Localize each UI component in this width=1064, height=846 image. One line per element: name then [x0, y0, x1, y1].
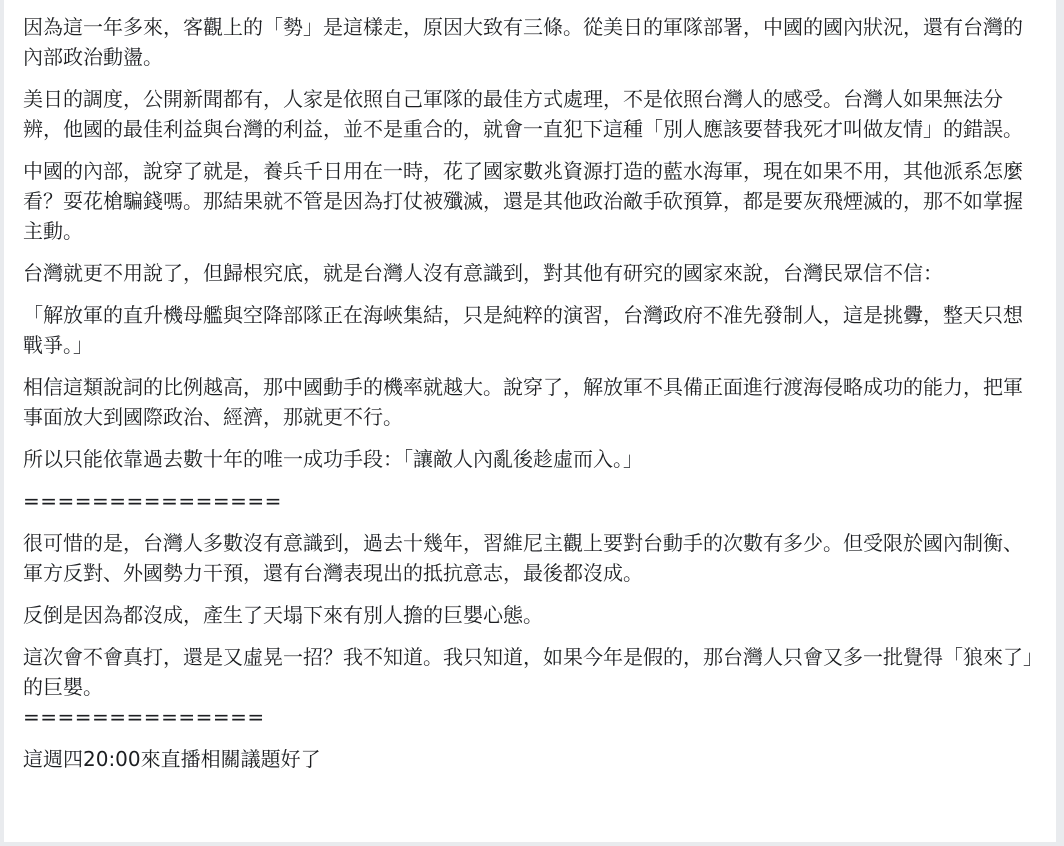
- post-paragraph: 所以只能依靠過去數十年的唯一成功手段：「讓敵人內亂後趁虛而入。」: [23, 447, 643, 471]
- text-divider: ==============: [23, 705, 265, 729]
- post-paragraph: 這次會不會真打，還是又虛晃一招？我不知道。我只知道，如果今年是假的，那台灣人只會又多一批覺得「狼來了」的巨嬰。: [23, 645, 1033, 699]
- post-paragraph: 中國的內部，說穿了就是，養兵千日用在一時，花了國家數兆資源打造的藍水海軍，現在如果不用，其他派系怎麼看？耍花槍騙錢嗎。那結果就不管是因為打仗被殲滅，還是其他政治敵手砍預算，都是要灰飛煙滅的，那不如掌握主動。: [23, 159, 1023, 243]
- post-paragraph: 因為這一年多來，客觀上的「勢」是這樣走，原因大致有三條。從美日的軍隊部署，中國的國內狀況，還有台灣的內部政治動盪。: [23, 15, 1023, 69]
- post-paragraph: 美日的調度，公開新聞都有，人家是依照自己軍隊的最佳方式處理，不是依照台灣人的感受。台灣人如果無法分辨，他國的最佳利益與台灣的利益，並不是重合的，就會一直犯下這種「別人應該要替我死才叫做友情」的錯誤。: [23, 87, 1023, 141]
- post-paragraph: 相信這類說詞的比例越高，那中國動手的機率就越大。說穿了，解放軍不具備正面進行渡海侵略成功的能力，把軍事面放大到國際政治、經濟，那就更不行。: [23, 375, 1023, 429]
- post-paragraph: 台灣就更不用說了，但歸根究底，就是台灣人沒有意識到，對其他有研究的國家來說，台灣民眾信不信：: [23, 261, 943, 285]
- post-paragraph: 很可惜的是，台灣人多數沒有意識到，過去十幾年，習維尼主觀上要對台動手的次數有多少。但受限於國內制衡、軍方反對、外國勢力干預，還有台灣表現出的抵抗意志，最後都沒成。: [23, 531, 1023, 585]
- post-paragraph: 這週四20:00來直播相關議題好了: [23, 747, 321, 771]
- text-divider: ===============: [23, 489, 282, 513]
- post-body-text: [23, 12, 1038, 774]
- post-paragraph: 反倒是因為都沒成，產生了天塌下來有別人擔的巨嬰心態。: [23, 603, 543, 627]
- post-quote-paragraph: 「解放軍的直升機母艦與空降部隊正在海峽集結，只是純粹的演習，台灣政府不准先發制人，這是挑釁，整天只想戰爭。」: [23, 303, 1023, 357]
- post-card: [4, 0, 1056, 842]
